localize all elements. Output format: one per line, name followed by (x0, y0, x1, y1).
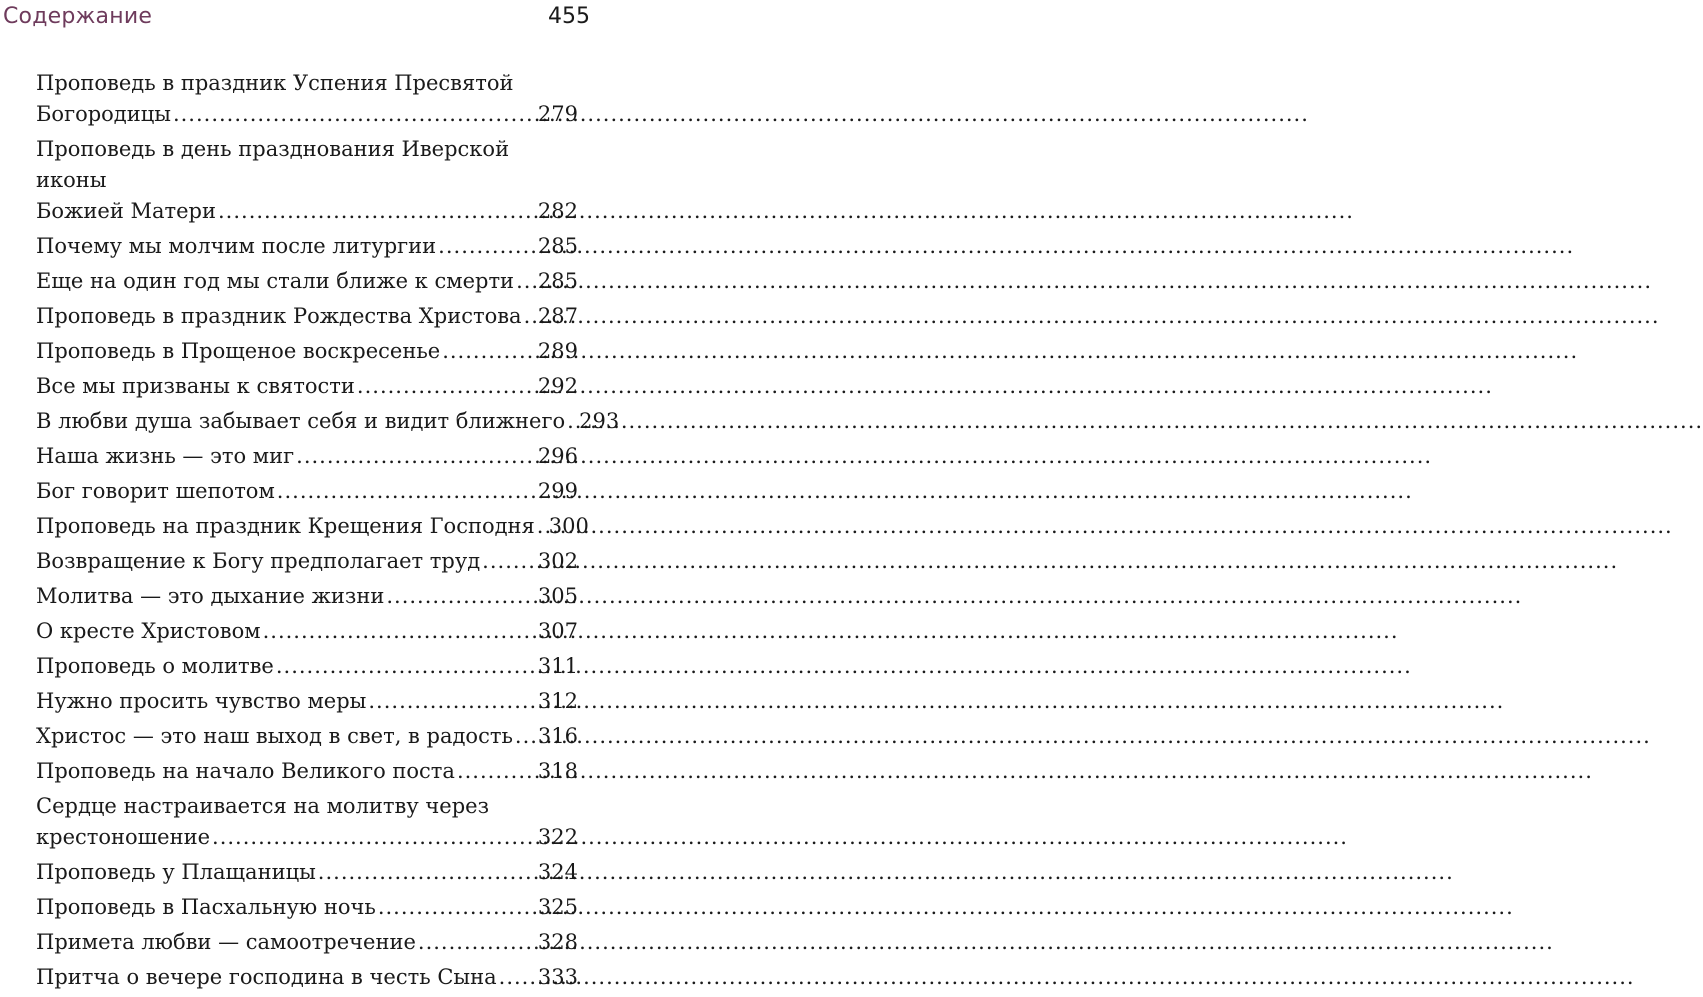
toc-entry-line (36, 651, 578, 682)
toc-entry-page: 285 (537, 234, 578, 258)
toc-entry[interactable] (36, 927, 578, 958)
toc-entry[interactable] (36, 231, 578, 262)
toc-entry[interactable] (36, 134, 578, 227)
dot-leader (524, 301, 536, 332)
dot-leader (277, 476, 536, 507)
toc-entry-title: Возвращение к Богу предполагает труд (36, 549, 481, 573)
dot-leader (218, 196, 536, 227)
toc-entry-page: 289 (537, 339, 578, 363)
dot-leader (357, 371, 536, 402)
toc-entry-title: В любви душа забывает себя и видит ближнего (36, 409, 566, 433)
toc-entry-title: Почему мы молчим после литургии (36, 234, 437, 258)
toc-entry-title: О кресте Христовом (36, 619, 261, 643)
toc-entry-title: Проповедь в праздник Рождества Христова (36, 304, 522, 328)
toc-entry[interactable] (36, 756, 578, 787)
toc-entry-line (36, 441, 578, 472)
toc-entry-page: 282 (537, 199, 578, 223)
toc-entry[interactable] (36, 616, 578, 647)
toc-entry-line (36, 546, 578, 577)
toc-entry-title: Все мы призваны к святости (36, 374, 355, 398)
toc-entry-line (36, 406, 620, 437)
toc-entry[interactable] (36, 406, 620, 437)
toc-entry-page: 324 (537, 860, 578, 884)
toc-entry-page: 333 (537, 965, 578, 989)
toc-entry-title-line: Проповедь в день празднования Иверской иконы (36, 137, 510, 192)
toc-entry[interactable] (36, 721, 578, 752)
toc-entry[interactable] (36, 68, 578, 130)
toc-entry-page: 328 (537, 930, 578, 954)
toc-entry-line (36, 927, 578, 958)
toc-entry-title: Нужно просить чувство меры (36, 689, 367, 713)
toc-entry-line (36, 266, 578, 297)
toc-entry-line (36, 721, 578, 752)
dot-leader (386, 581, 536, 612)
toc-entry-line (36, 857, 578, 888)
toc-entry-page: 287 (537, 304, 578, 328)
toc-entry-page: 325 (537, 895, 578, 919)
toc-entry-line (36, 581, 578, 612)
dot-leader (567, 406, 577, 437)
toc-entry[interactable] (36, 791, 578, 853)
toc-entry-line (36, 196, 578, 227)
toc-entry-page: 285 (537, 269, 578, 293)
dot-leader (418, 927, 536, 958)
toc-entry-line (36, 686, 578, 717)
dot-leader (318, 857, 536, 888)
toc-entry-page: 316 (537, 724, 578, 748)
toc-entry[interactable] (36, 857, 578, 888)
toc-entry-line (36, 511, 589, 542)
dot-leader (442, 336, 536, 367)
toc-entry-page: 311 (537, 654, 578, 678)
dot-leader (537, 511, 547, 542)
toc-entry-title: Христос — это наш выход в свет, в радость (36, 724, 513, 748)
toc-entry-title: Проповедь на начало Великого поста (36, 759, 455, 783)
dot-leader (515, 721, 536, 752)
page-header (0, 0, 600, 36)
toc-entry-page: 293 (579, 409, 620, 433)
dot-leader (276, 651, 536, 682)
dot-leader (457, 756, 536, 787)
toc-entry[interactable] (36, 686, 578, 717)
toc-entry-title: Проповедь у Плащаницы (36, 860, 316, 884)
toc-entry-line (36, 756, 578, 787)
toc-entry-title: крестоношение (36, 825, 211, 849)
toc-entry[interactable] (36, 336, 578, 367)
toc-entry-page: 296 (537, 444, 578, 468)
toc-entry-title: Бог говорит шепотом (36, 479, 275, 503)
toc-entry[interactable] (36, 581, 578, 612)
toc-entry-title: Примета любви — самоотречение (36, 930, 416, 954)
toc-entry-line (36, 616, 578, 647)
toc-entry-line (36, 822, 578, 853)
toc-entry[interactable] (36, 441, 578, 472)
toc-entry-page: 300 (548, 514, 589, 538)
toc-entry[interactable] (36, 651, 578, 682)
dot-leader (296, 441, 536, 472)
dot-leader (438, 231, 536, 262)
toc-entry-title: Молитва — это дыхание жизни (36, 584, 385, 608)
dot-leader (516, 266, 536, 297)
toc-entry-page: 302 (537, 549, 578, 573)
toc-entry-line (36, 962, 578, 993)
dot-leader (173, 99, 536, 130)
toc-entry-page: 299 (537, 479, 578, 503)
section-title: Содержание (3, 4, 153, 29)
toc-entry[interactable] (36, 301, 578, 332)
toc-entry[interactable] (36, 892, 578, 923)
toc-entry-title: Проповедь в Пасхальную ночь (36, 895, 376, 919)
toc-entry-line (36, 371, 578, 402)
dot-leader (482, 546, 536, 577)
dot-leader (499, 962, 536, 993)
page-number: 455 (548, 4, 590, 29)
toc-entry-title: Богородицы (36, 102, 171, 126)
dot-leader (263, 616, 536, 647)
toc-entry-line (36, 336, 578, 367)
toc-entry-line (36, 99, 578, 130)
toc-entry-line (36, 476, 578, 507)
toc-entry[interactable] (36, 476, 578, 507)
dot-leader (212, 822, 536, 853)
table-of-contents (36, 68, 620, 997)
toc-entry-title: Притча о вечере господина в честь Сына (36, 965, 497, 989)
toc-entry-page: 279 (537, 102, 578, 126)
toc-entry-line (36, 231, 578, 262)
dot-leader (378, 892, 536, 923)
toc-entry-page: 322 (537, 825, 578, 849)
toc-entry-title-line: Проповедь в праздник Успения Пресвятой (36, 71, 514, 95)
toc-entry-title: Проповедь на праздник Крещения Господня (36, 514, 535, 538)
toc-entry-title: Наша жизнь — это миг (36, 444, 295, 468)
toc-entry[interactable] (36, 266, 578, 297)
toc-entry-title: Проповедь в Прощеное воскресенье (36, 339, 441, 363)
toc-entry-page: 305 (537, 584, 578, 608)
toc-entry-title: Проповедь о молитве (36, 654, 274, 678)
toc-entry[interactable] (36, 371, 578, 402)
toc-entry-title-line: Сердце настраивается на молитву через (36, 794, 490, 818)
toc-entry-page: 312 (537, 689, 578, 713)
dot-leader (368, 686, 536, 717)
toc-entry[interactable] (36, 511, 589, 542)
toc-entry[interactable] (36, 546, 578, 577)
toc-entry-title: Божией Матери (36, 199, 216, 223)
toc-entry-title: Еще на один год мы стали ближе к смерти (36, 269, 515, 293)
toc-entry[interactable] (36, 962, 578, 993)
toc-entry-page: 318 (537, 759, 578, 783)
toc-entry-page: 307 (537, 619, 578, 643)
toc-entry-line (36, 892, 578, 923)
toc-entry-page: 292 (537, 374, 578, 398)
toc-entry-line (36, 301, 578, 332)
